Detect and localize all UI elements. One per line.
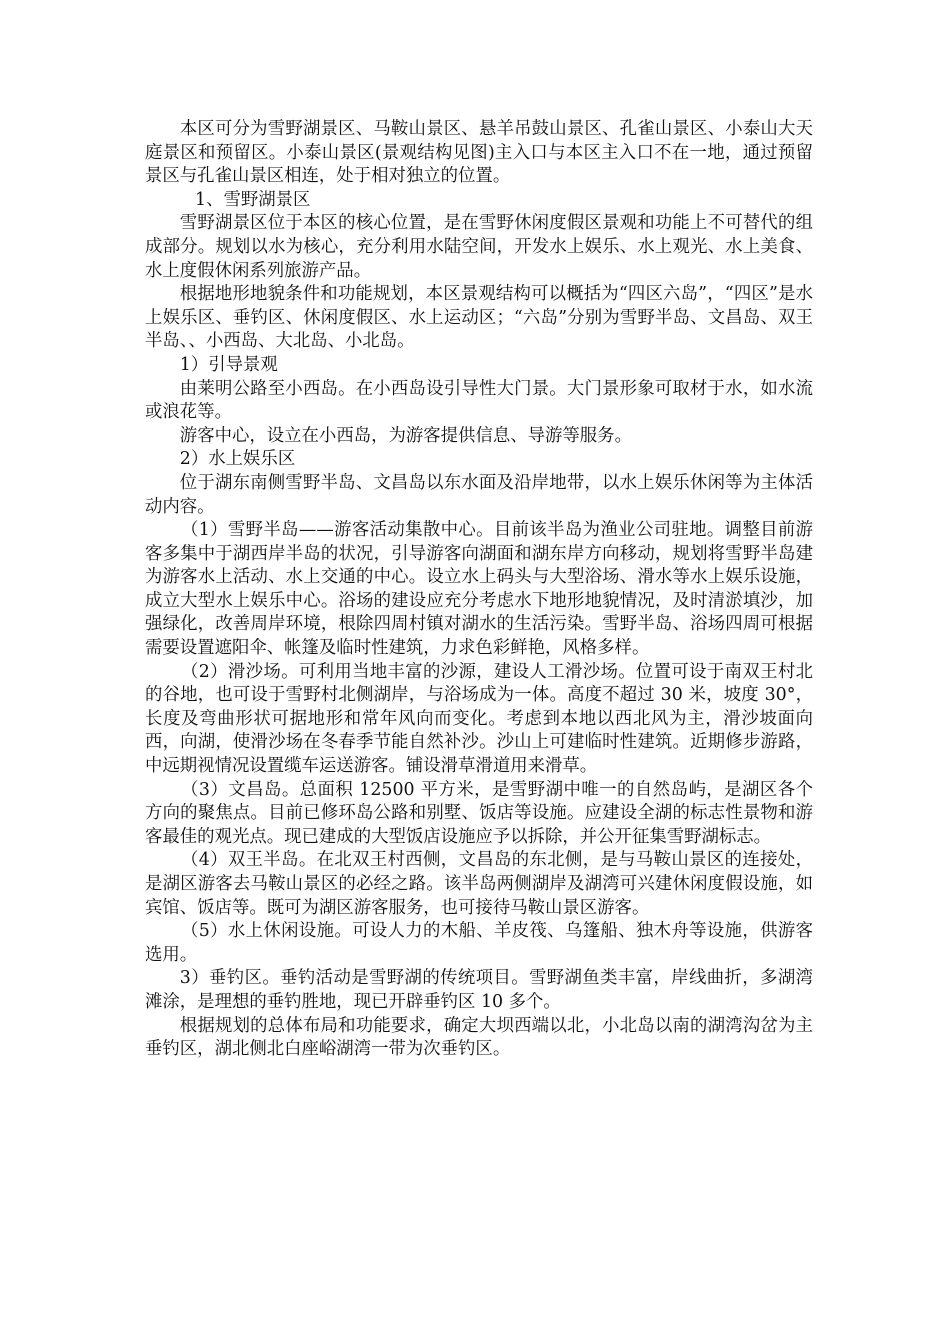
paragraph-water-leisure: （5）水上休闲设施。可设人力的木船、羊皮筏、乌篷船、独木舟等设施，供游客选用。 (145, 921, 813, 965)
paragraph-fishing-layout: 根据规划的总体布局和功能要求，确定大坝西端以北，小北岛以南的湖湾沟岔为主垂钓区，湖北侧北白座峪湖湾一带为次垂钓区。 (145, 1015, 813, 1060)
paragraph-xueye-peninsula: （1）雪野半岛——游客活动集散中心。目前该半岛为渔业公司驻地。调整目前游客多集中于湖西岸半岛的状况，引导游客向湖面和湖东岸方向移动，规划将雪野半岛建为游客水上活动、水上交通的中心。设立水上码头与大型浴场、滑水等水上娱乐设施，成立大型水上娱乐中心。浴场的建设应充分考虑水下地形地貌情况，及时清淤填沙，加强绿化，改善周岸环境，根除四周村镇对湖水的生活污染。雪野半岛、浴场四周可根据需要设置遮阳伞、帐篷及临时性建筑，力求色彩鲜艳，风格多样。 (145, 520, 813, 659)
section-heading-xueye-lake: 1、雪野湖景区 (195, 189, 311, 210)
document-page (145, 118, 813, 1062)
paragraph-visitor-center: 游客中心，设立在小西岛，为游客提供信息、导游等服务。 (179, 425, 632, 446)
paragraph-xueye-overview: 雪野湖景区位于本区的核心位置，是在雪野休闲度假区景观和功能上不可替代的组成部分。规划以水为核心，充分利用水陆空间，开发水上娱乐、水上观光、水上美食、水上度假休闲系列旅游产品。 (145, 213, 813, 281)
paragraph-guide-landscape: 由莱明公路至小西岛。在小西岛设引导性大门景。大门景形象可取材于水，如水流或浪花等。 (145, 378, 813, 423)
subheading-guide-landscape: 1）引导景观 (179, 354, 278, 375)
paragraph-intro: 本区可分为雪野湖景区、马鞍山景区、悬羊吊鼓山景区、孔雀山景区、小泰山大天庭景区和预留区。小泰山景区(景观结构见图)主入口与本区主入口不在一地，通过预留景区与孔雀山景区相连，处于相对独立的位置。 (145, 119, 813, 187)
paragraph-shuangwang-peninsula: （4）双王半岛。在北双王村西侧，文昌岛的东北侧，是与马鞍山景区的连接处，是湖区游客去马鞍山景区的必经之路。该半岛两侧湖岸及湖湾可兴建休闲度假设施，如宾馆、饭店等。既可为湖区游客服务，也可接待马鞍山景区游客。 (145, 850, 813, 918)
paragraph-wenchang-island: （3）文昌岛。总面积 12500 平方米，是雪野湖中唯一的自然岛屿，是湖区各个方向的聚焦点。目前已修环岛公路和别墅、饭店等设施。应建设全湖的标志性景物和游客最佳的观光点。现已建成的大型饭店设施应予以拆除，并公开征集雪野湖标志。 (145, 779, 813, 847)
paragraph-fishing-area: 3）垂钓区。垂钓活动是雪野湖的传统项目。雪野湖鱼类丰富，岸线曲折，多湖湾滩涂，是理想的垂钓胜地，现已开辟垂钓区 10 多个。 (145, 968, 813, 1012)
paragraph-sand-slide: （2）滑沙场。可利用当地丰富的沙源，建设人工滑沙场。位置可设于南双王村北的谷地，也可设于雪野村北侧湖岸，与浴场成为一体。高度不超过 30 米，坡度 30°，长度及弯曲形状可据地形和常年风向而变化。考虑到本地以西北风为主，滑沙坡面向西，向湖，使滑沙场在冬春季节能自然补沙。沙山上可建临时性建筑。近期修步游路，中远期视情况设置缆车运送游客。铺设滑草滑道用来滑草。 (145, 661, 813, 777)
paragraph-landscape-structure: 根据地形地貌条件和功能规划，本区景观结构可以概括为“四区六岛”，“四区”是水上娱乐区、垂钓区、休闲度假区、水上运动区；“六岛”分别为雪野半岛、文昌岛、双王半岛、、小西岛、大北岛、小北岛。 (145, 284, 813, 352)
paragraph-water-entertainment: 位于湖东南侧雪野半岛、文昌岛以东水面及沿岸地带，以水上娱乐休闲等为主体活动内容。 (145, 472, 813, 517)
subheading-water-entertainment: 2）水上娱乐区 (179, 449, 296, 470)
